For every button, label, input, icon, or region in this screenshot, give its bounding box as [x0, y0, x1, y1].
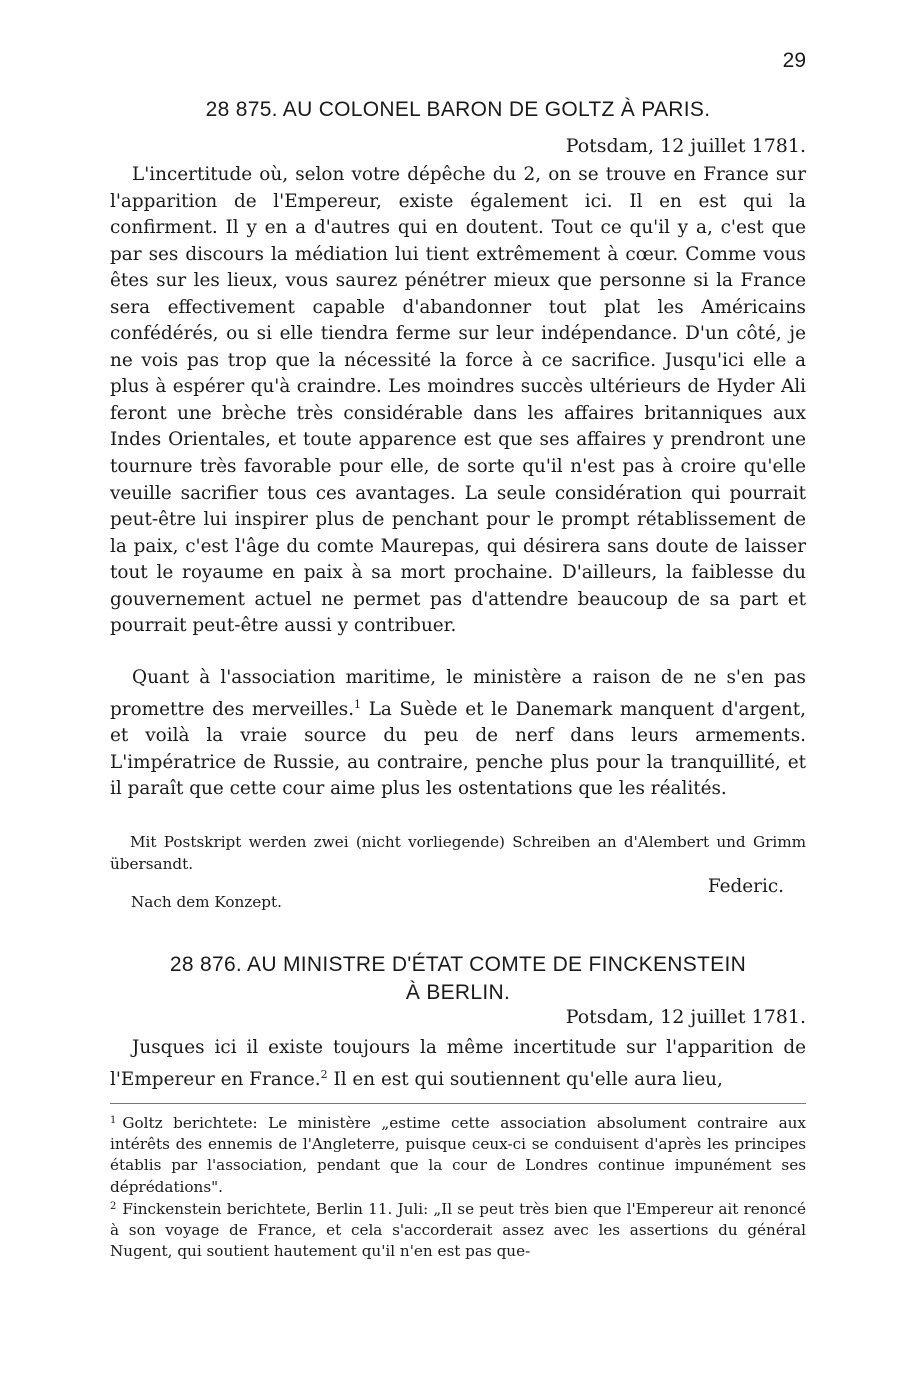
letter-dateline: Potsdam, 12 juillet 1781. [565, 135, 806, 157]
footnote-text: Goltz berichtete: Le ministère „estime cette association absolument contraire aux intérêts des ennemis de l'Angleterre, puisque ceux-ci se conduisent d'après les principes établis par l'association, pendant que la cour de Londres continue impunément ses déprédations". [110, 1114, 806, 1196]
footnote-divider [110, 1103, 806, 1104]
footnote [110, 1196, 806, 1263]
letter-title-line2: À BERLIN. [405, 981, 511, 1004]
footnote-reference: 2 [320, 1067, 328, 1081]
letter-title-line1: 28 876. AU MINISTRE D'ÉTAT COMTE DE FINCKENSTEIN [169, 953, 747, 976]
letter-title: 28 875. AU COLONEL BARON DE GOLTZ À PARIS. [205, 98, 711, 121]
footnote-text: Finckenstein berichtete, Berlin 11. Juli: „Il se peut très bien que l'Empereur ait renoncé à son voyage de France, et cela s'accorderait assez avec les assertions du général Nugent, qui soutient hautement qu'il n'en est pas que- [110, 1200, 806, 1261]
paragraph-text: La Suède et le Danemark manquent d'argent, et voilà la vraie source du peu de nerf dans leurs armements. L'impératrice de Russie, au contraire, penche plus pour la tranquillité, et il paraît que cette cour aime plus les ostentations que les réalités. [110, 698, 806, 800]
paragraph-text: Il en est qui soutiennent qu'elle aura lieu, [327, 1068, 723, 1090]
letter-paragraph: L'incertitude où, selon votre dépêche du 2, on se trouve en France sur l'apparition de l'Empereur, existe également ici. Il en est qui la confirment. Il y en a d'autres qui en doutent. Tout ce qu'il y a, c'est que par ses discours la médiation lui tient extrêmement à cœur. Comme vous êtes sur les lieux, vous saurez pénétrer mieux que personne si la France sera effectivement capable d'abandonner tout plat les Américains confédérés, ou si elle tiendra ferme sur leur indépendance. D'un côté, je ne vois pas trop que la nécessité la force à ce sacrifice. Jusqu'ici elle a plus à espérer qu'à craindre. Les moindres succès ultérieurs de Hyder Ali feront une brèche très considérable dans les affaires britanniques aux Indes Orientales, et toute apparence est que ses affaires y prendront une tournure très favorable pour elle, de sorte qu'il n'est pas à croire qu'elle veuille sacrifier tous ces avantages. La seule considération qui pourrait peut-être lui inspirer plus de penchant pour le prompt rétablissement de la paix, c'est l'âge du comte Maurepas, qui désirera sans doute de laisser tout le royaume en paix à sa mort prochaine. D'ailleurs, la faiblesse du gouvernement actuel ne permet pas d'attendre beaucoup de sa part et pourrait peut-être aussi y contribuer. [110, 164, 806, 637]
letter-paragraph [110, 1035, 806, 1093]
paragraph-text: Jusques ici il existe toujours la même incertitude sur l'apparition de l'Empereur en France. [110, 1037, 806, 1090]
signature: Federic. [707, 876, 784, 897]
page-number: 29 [782, 49, 806, 72]
postscript-note: Mit Postskript werden zwei (nicht vorliegende) Schreiben an d'Alembert und Grimm übersandt. [110, 833, 806, 873]
footnote-mark: 2 [110, 1201, 117, 1212]
paragraph-text: Quant à l'association maritime, le ministère a raison de ne s'en pas promettre des merveilles. [110, 667, 806, 720]
source-note: Nach dem Konzept. [131, 893, 282, 911]
letter-dateline: Potsdam, 12 juillet 1781. [565, 1006, 806, 1028]
footnote-reference: 1 [354, 697, 362, 711]
letter-paragraph [110, 665, 806, 803]
footnote-mark: 1 [110, 1115, 117, 1126]
footnote [110, 1110, 806, 1198]
